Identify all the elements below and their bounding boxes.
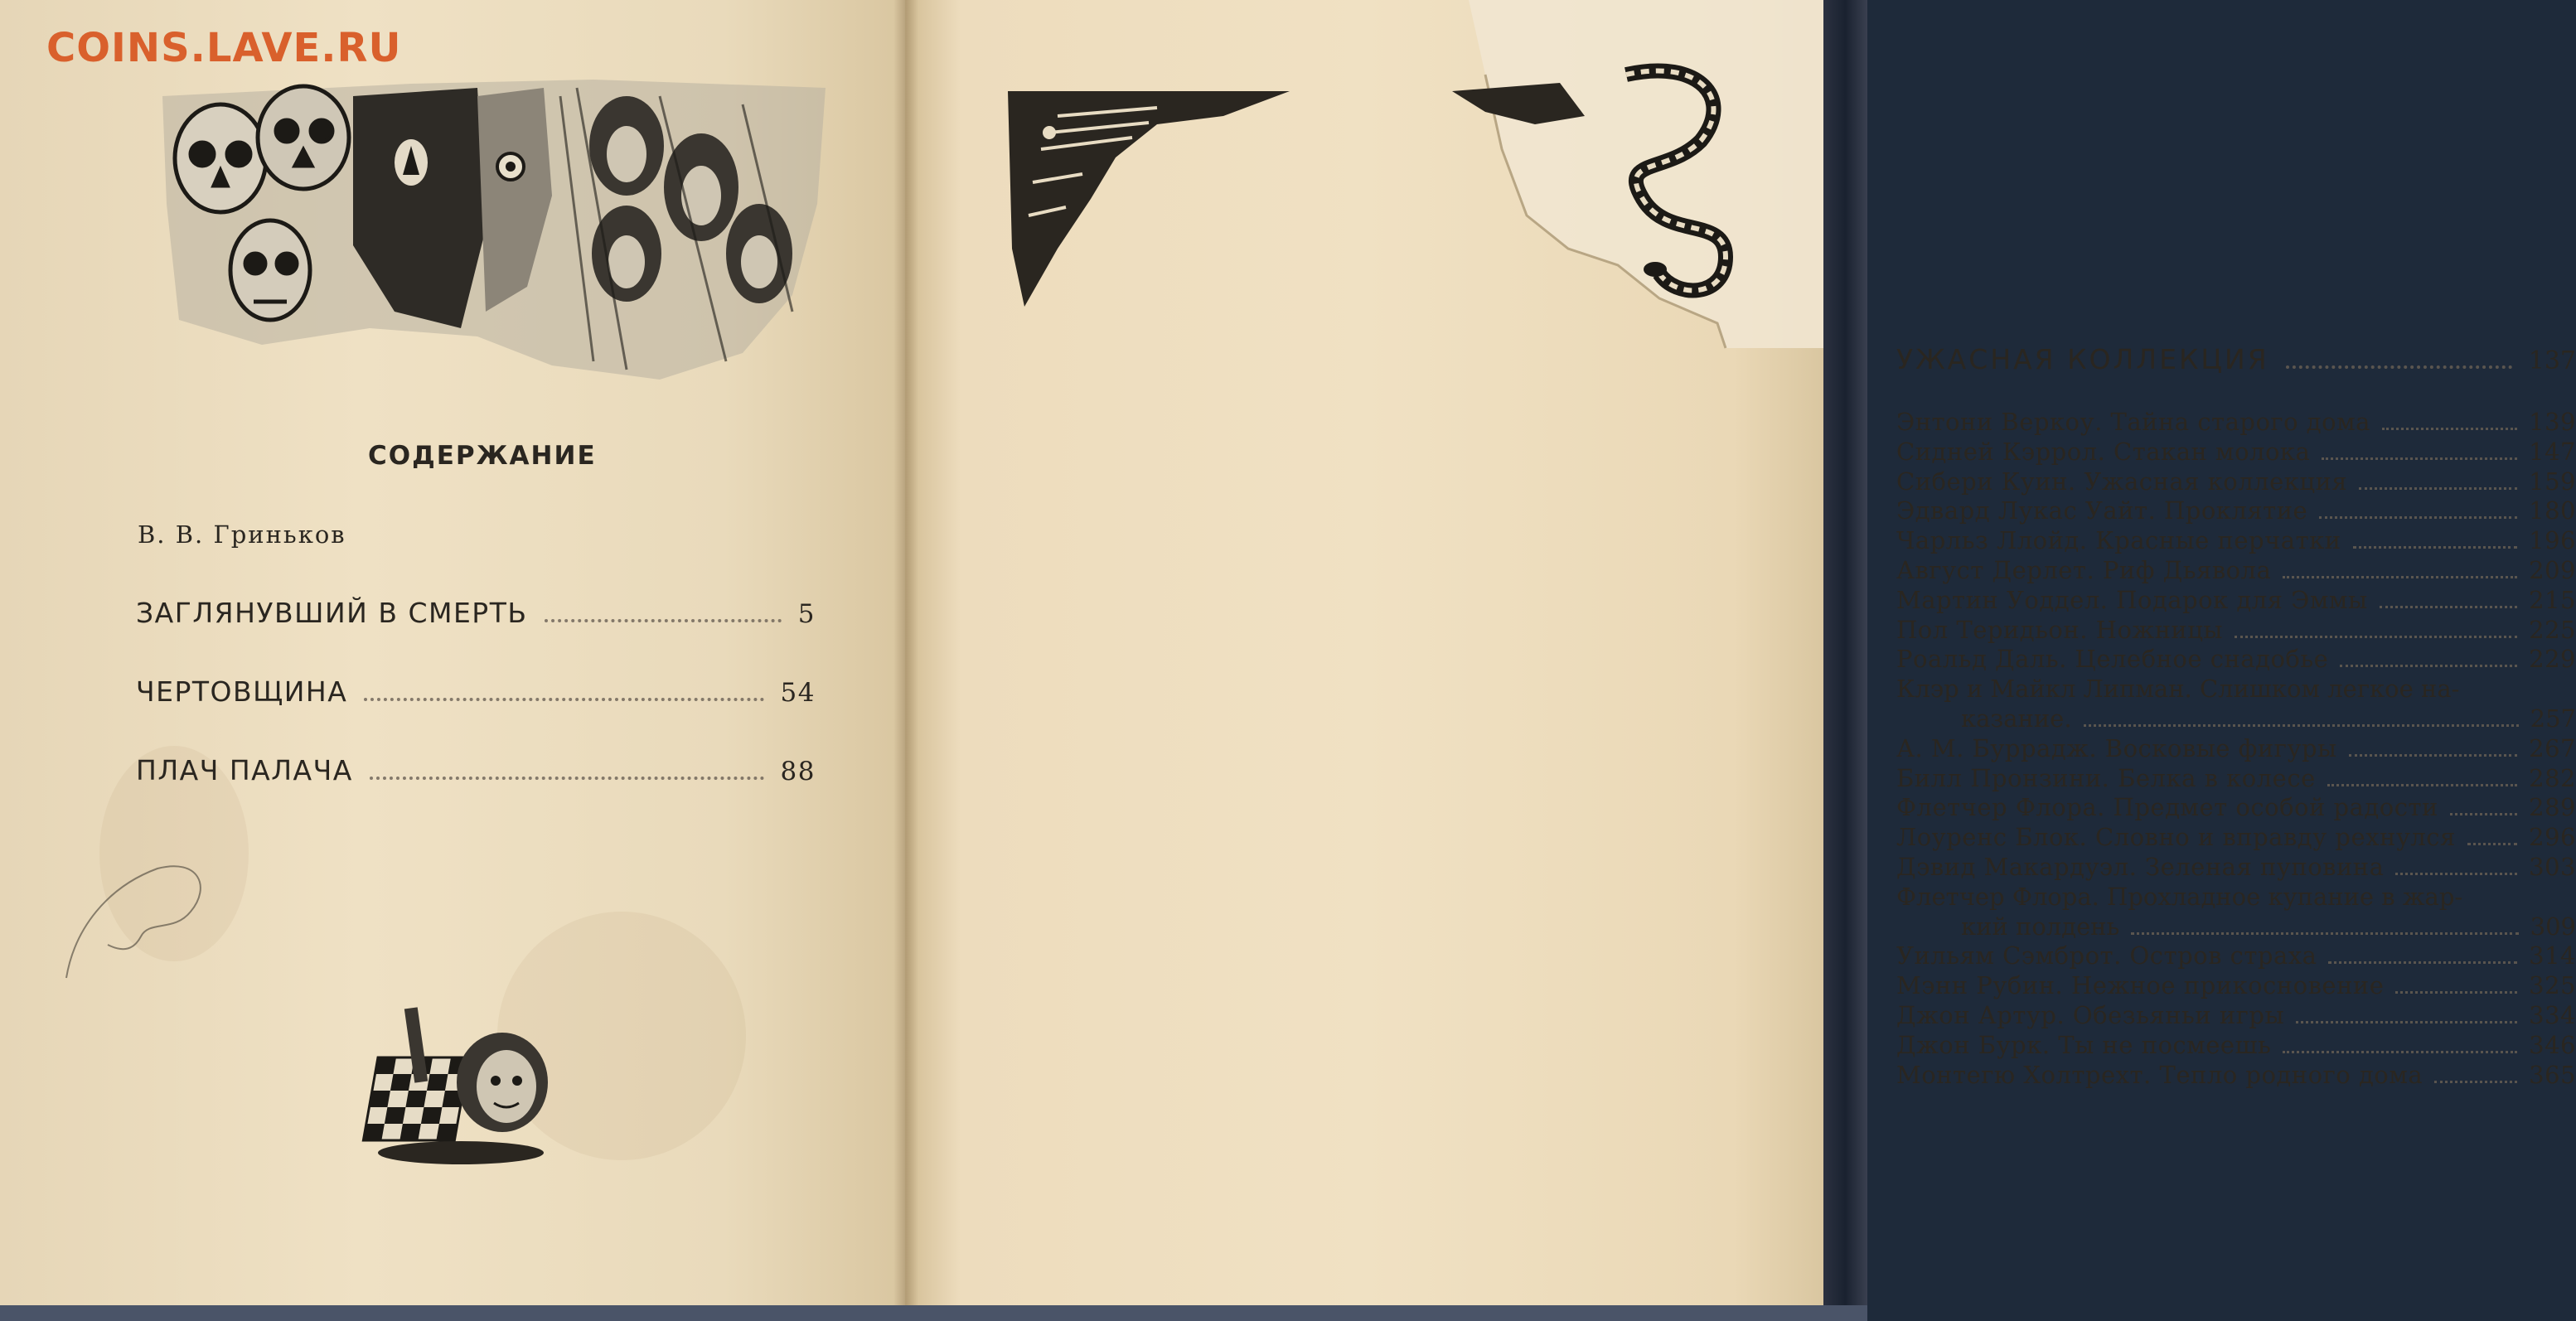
leader-dots — [2382, 428, 2517, 430]
story-title-line2: казание. — [1961, 704, 2072, 733]
toc-entry-title: ЧЕРТОВЩИНА — [136, 675, 348, 708]
story-page: 303 — [2529, 852, 2576, 881]
section-page: 137 — [2528, 346, 2576, 375]
leader-dots — [2395, 873, 2517, 875]
header-illustration — [162, 80, 826, 380]
story-entry[interactable] — [1896, 734, 2576, 764]
toc-entry[interactable] — [136, 675, 816, 708]
story-entry[interactable] — [1896, 586, 2576, 616]
leader-dots — [2450, 813, 2517, 815]
leader-dots — [2359, 487, 2517, 490]
story-entry[interactable] — [1896, 496, 2576, 526]
story-page: 180 — [2529, 496, 2576, 525]
leader-dots — [2467, 843, 2517, 845]
story-page: 314 — [2529, 941, 2576, 970]
story-title: Джон Артур. Обезьяньи игры — [1896, 1000, 2285, 1029]
story-entry[interactable] — [1896, 941, 2576, 971]
story-entry[interactable] — [1896, 1031, 2576, 1061]
watermark: COINS.LAVE.RU — [46, 25, 402, 71]
story-entry[interactable] — [1896, 556, 2576, 586]
story-page: 196 — [2529, 526, 2576, 555]
leader-dots — [2353, 546, 2518, 549]
toc-entry[interactable] — [136, 754, 816, 786]
story-title: Дэвид Макардуэл. Зеленая пуповина — [1896, 852, 2385, 881]
story-entry[interactable] — [1896, 467, 2576, 497]
section-heading[interactable] — [1896, 343, 2576, 375]
story-title-line2: кий полдень — [1961, 912, 2120, 941]
leader-dots — [2395, 991, 2517, 994]
leader-dots — [2380, 606, 2518, 608]
story-page: 334 — [2529, 1000, 2576, 1029]
story-title-line1[interactable]: Флетчер Флора. Прохладное купание в жар- — [1896, 882, 2463, 911]
story-page: 365 — [2529, 1060, 2576, 1089]
story-entry[interactable] — [1896, 645, 2576, 675]
leader-dots — [2349, 754, 2518, 757]
leader-dots — [2319, 516, 2517, 519]
footer-vignette — [370, 1008, 560, 1165]
leader-dots — [2084, 724, 2519, 727]
leader-dots — [2327, 784, 2517, 786]
story-entry[interactable] — [1896, 971, 2576, 1001]
story-title: Лоуренс Блок. Словно и вправду рехнулся — [1896, 823, 2456, 852]
leader-dots — [2235, 636, 2517, 638]
left-page — [0, 0, 905, 1321]
story-entry[interactable] — [1896, 764, 2576, 794]
pencil-scribble — [58, 854, 215, 986]
story-entry[interactable] — [1896, 1061, 2576, 1091]
story-title: Эдвард Лукас Уайт. Проклятие — [1896, 496, 2308, 525]
story-title: Монтегю Холтрехт. Тепло родного дома — [1896, 1060, 2423, 1089]
leader-dots — [2434, 1081, 2517, 1083]
toc-entry-title: ЗАГЛЯНУВШИЙ В СМЕРТЬ — [136, 597, 528, 629]
story-page: 325 — [2529, 971, 2576, 1000]
leader-dots — [370, 777, 764, 780]
right-page — [905, 0, 2576, 1321]
story-entry[interactable] — [1896, 526, 2576, 556]
story-title: А. М. Буррадж. Восковые фигуры — [1896, 733, 2337, 762]
story-title: Сидней Кэррол. Стакан молока — [1896, 437, 2311, 466]
story-entry[interactable] — [1896, 616, 2576, 646]
story-entry[interactable] — [1896, 438, 2576, 467]
story-entry-continuation[interactable] — [1896, 912, 2576, 942]
story-entry[interactable] — [1896, 853, 2576, 883]
leader-dots — [2328, 961, 2517, 964]
story-page: 296 — [2529, 823, 2576, 852]
leader-dots — [2340, 665, 2517, 667]
story-entry[interactable] — [1896, 793, 2576, 823]
book-gutter — [893, 0, 918, 1321]
snake-illustration — [1452, 66, 1759, 307]
leader-dots — [545, 619, 782, 622]
story-title: Мэнн Рубин. Нежное прикосновение — [1896, 971, 2385, 1000]
leader-dots — [364, 698, 763, 701]
cover-edge — [1823, 0, 1867, 1321]
story-page: 257 — [2530, 704, 2576, 733]
story-page: 267 — [2529, 733, 2576, 762]
toc-entry-title: ПЛАЧ ПАЛАЧА — [136, 754, 353, 786]
leader-dots — [2283, 576, 2517, 578]
toc-entry[interactable] — [136, 597, 816, 629]
story-title: Мартин Уоддел. Подарок для Эммы — [1896, 585, 2368, 614]
story-title: Сибери Куин. Ужасная коллекция — [1896, 467, 2348, 496]
story-page: 215 — [2529, 585, 2576, 614]
leader-dots — [2286, 365, 2512, 369]
story-page: 289 — [2529, 793, 2576, 822]
story-page: 309 — [2530, 912, 2576, 941]
section-title: УЖАСНАЯ КОЛЛЕКЦИЯ — [1896, 343, 2269, 375]
bottom-edge — [0, 1305, 1867, 1321]
story-title: Чарльз Ллойд. Красные перчатки — [1896, 526, 2341, 555]
story-title-line1[interactable]: Клэр и Майкл Липман. Слишком легкое на- — [1896, 675, 2460, 704]
leader-dots — [2283, 1051, 2517, 1053]
story-page: 346 — [2529, 1030, 2576, 1059]
story-title: Билл Пронзини. Белка в колесе — [1896, 763, 2316, 792]
story-title: Джон Бурк. Ты не посмеешь — [1896, 1030, 2272, 1059]
contents-heading: СОДЕРЖАНИЕ — [368, 441, 597, 471]
toc-entry-page: 54 — [780, 678, 816, 708]
eagle-illustration — [991, 83, 1298, 315]
leader-dots — [2131, 932, 2518, 935]
story-title: Пол Теридьон. Ножницы — [1896, 615, 2223, 644]
story-page: 209 — [2529, 555, 2576, 584]
story-title: Уильям Сэмброт. Остров страха — [1896, 941, 2317, 970]
story-page: 229 — [2529, 645, 2576, 674]
leader-dots — [2296, 1021, 2517, 1023]
story-page: 225 — [2529, 615, 2576, 644]
story-entry[interactable] — [1896, 1001, 2576, 1031]
leader-dots — [2322, 457, 2517, 460]
story-page: 282 — [2529, 763, 2576, 792]
story-entry[interactable] — [1896, 823, 2576, 853]
story-title: Роальд Даль. Целебное снадобье — [1896, 645, 2329, 674]
story-entry[interactable] — [1896, 408, 2576, 438]
story-title: Энтони Веркоу. Тайна старого дома — [1896, 408, 2370, 436]
toc-entry-page: 5 — [797, 599, 816, 629]
story-page: 159 — [2529, 467, 2576, 496]
story-page: 139 — [2529, 408, 2576, 436]
story-title: Флетчер Флора. Предмет особой радости — [1896, 793, 2438, 822]
author-name: В. В. Гриньков — [138, 520, 346, 549]
story-page: 147 — [2529, 437, 2576, 466]
toc-entry-page: 88 — [780, 757, 816, 786]
story-list — [1896, 408, 2576, 1090]
story-entry-continuation[interactable] — [1896, 704, 2576, 734]
story-title: Август Дерлет. Риф Дьявола — [1896, 555, 2272, 584]
